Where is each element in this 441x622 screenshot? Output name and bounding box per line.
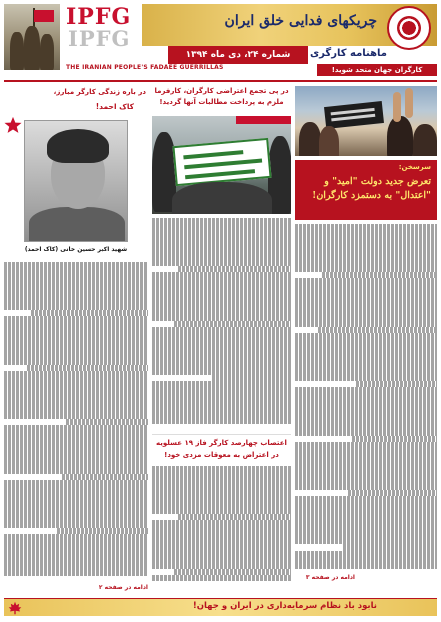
english-subtitle: THE IRANIAN PEOPLE'S FADAEE GUERRILLAS <box>66 64 224 71</box>
text-line <box>4 570 148 576</box>
editorial-headline-box <box>295 160 437 220</box>
editorial-kicker: سرسخن: <box>398 163 431 171</box>
biography-body-text <box>4 262 148 582</box>
protest-photo <box>295 86 437 156</box>
text-line <box>295 563 437 569</box>
maple-leaf-icon <box>8 601 22 615</box>
text-line <box>152 418 291 424</box>
article-2-body-text <box>152 466 291 586</box>
red-star-icon <box>4 116 22 134</box>
workers-slogan: کارگران جهان متحد شوید! <box>317 64 437 76</box>
masthead-illustration <box>4 4 60 70</box>
issue-info-bar <box>108 48 437 62</box>
article-1-headline: در پی تجمع اعتراضی کارگران، کارفرما ملزم به پرداخت مطالبات آنها گردید! <box>154 87 289 106</box>
masthead <box>4 4 437 84</box>
footer-slogan: نابود باد نظام سرمایه‌داری در ایران و جهان! <box>192 601 377 611</box>
martyr-portrait-photo <box>24 120 128 242</box>
article-2-headline: اعتصاب چهارصد کارگر فاز ۱۹ عسلویه در اعتراض به معوقات مزدی خود! <box>152 434 291 462</box>
logo-text-red: IPFG <box>66 4 132 30</box>
monthly-label: ماهنامه کارگری <box>310 48 387 59</box>
publication-title: چریکهای فدایی خلق ایران <box>224 13 377 29</box>
editorial-body-text <box>295 224 437 574</box>
portrait-caption: شهید اکبر حسین خانی (کاک احمد) <box>24 246 128 253</box>
right-column <box>295 86 437 594</box>
article-1-body-text <box>152 218 291 428</box>
issue-number: شماره ۲۴، دی ماه ۱۳۹۴ <box>168 46 308 64</box>
biography-heading-line-1: در باره زندگی کارگر مبارز، <box>53 88 146 96</box>
biography-heading <box>4 86 148 118</box>
biography-continued[interactable]: ادامه در صفحه ۲ <box>98 584 148 591</box>
left-column <box>4 86 148 594</box>
masthead-divider <box>4 80 437 82</box>
logo-text-shadow: IPFG <box>68 26 131 51</box>
footer-banner <box>4 598 437 616</box>
workers-protest-sign-photo <box>152 116 291 214</box>
editorial-headline: تعرض جدید دولت "امید" و "اعتدال" به دستمزد کارگران! <box>312 176 431 201</box>
editorial-continued[interactable]: ادامه در صفحه ۳ <box>305 574 355 581</box>
title-band <box>142 4 437 46</box>
text-line <box>152 575 291 581</box>
middle-column <box>152 86 291 594</box>
biography-heading-line-2: کاک احمد! <box>95 102 134 111</box>
organization-emblem-icon <box>387 6 431 50</box>
